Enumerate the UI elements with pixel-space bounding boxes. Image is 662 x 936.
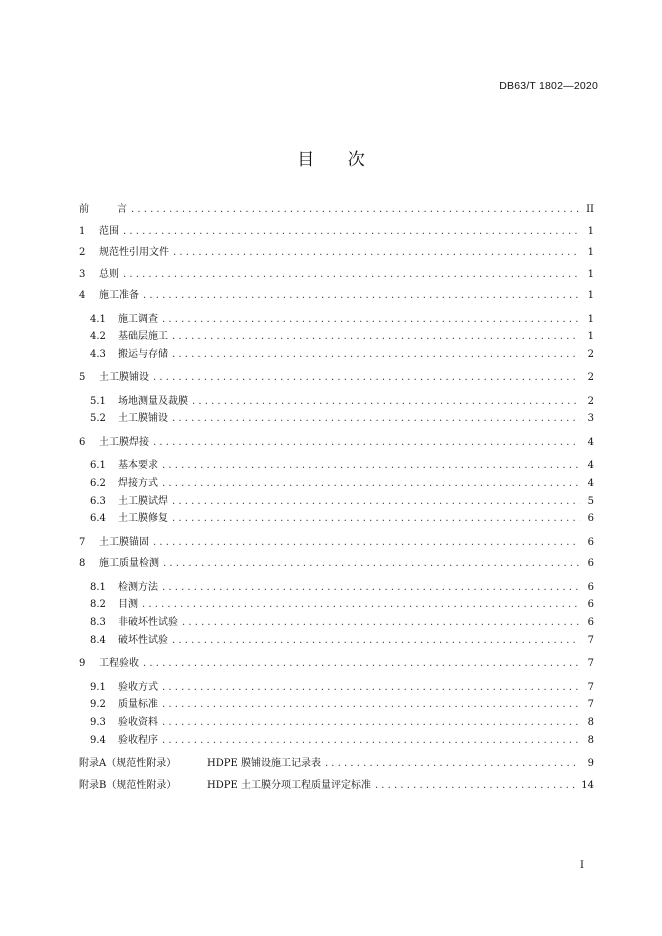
toc-leader-dots [143,653,580,675]
table-of-contents [79,199,594,796]
toc-leader-dots [153,532,580,554]
toc-entry-title: 规范性引用文件 [99,247,169,258]
toc-entry-number: 4.1 [90,313,106,325]
toc-entry-number: 5.2 [90,413,106,425]
toc-entry-number: 附录B（规范性附录） [79,779,177,791]
toc-entry-number: 5 [79,372,86,384]
toc-entry-page: 6 [587,599,594,611]
toc-leader-dots [172,493,580,511]
toc-entry-page: 7 [587,634,594,646]
toc-entry[interactable] [79,579,594,597]
toc-entry[interactable] [79,199,594,221]
toc-entry-title: 土工膜修复 [118,513,168,525]
toc-entry-page: 9 [587,758,594,770]
toc-leader-dots [172,346,580,364]
toc-entry[interactable] [79,753,594,775]
toc-entry[interactable] [79,510,594,528]
toc-entry[interactable] [79,696,594,714]
toc-entry-title: 土工膜焊接 [99,436,149,448]
toc-entry-title: 施工准备 [99,290,139,301]
toc-entry-title: 非破坏性试验 [118,617,178,629]
toc-entry[interactable] [79,632,594,650]
toc-entry[interactable] [79,553,594,575]
page-title: 目 次 [297,150,379,170]
toc-entry[interactable] [79,410,594,428]
toc-leader-dots [162,457,580,475]
toc-entry-page: 7 [587,699,594,711]
toc-entry-number: 9.2 [90,699,106,711]
toc-entry-title: 破坏性试验 [118,634,168,646]
toc-entry-number: 8.4 [90,634,106,646]
toc-entry-page: 1 [587,225,594,237]
toc-entry-number: 3 [79,268,86,280]
toc-entry-page: 3 [587,413,594,425]
toc-leader-dots [173,242,580,264]
toc-leader-dots [123,264,580,286]
toc-leader-dots [142,596,580,614]
toc-entry-page: 2 [587,348,594,360]
toc-leader-dots [375,775,577,797]
toc-entry[interactable] [79,393,594,411]
toc-entry-page: 6 [587,536,594,548]
toc-entry-page: II [586,204,594,215]
toc-entry-title: 基础层施工 [118,331,168,343]
toc-entry-title: 土工膜锚固 [99,536,149,548]
toc-entry-page: 2 [587,395,594,407]
toc-entry[interactable] [79,457,594,475]
toc-entry-number: 附录A（规范性附录） [79,758,177,770]
toc-entry-number: 6.1 [90,460,106,472]
toc-entry-page: 6 [587,581,594,593]
toc-entry[interactable] [79,285,594,307]
toc-entry-number: 8.1 [90,581,106,593]
toc-entry-page: 1 [587,313,594,325]
toc-entry-page: 1 [587,268,594,280]
toc-entry[interactable] [79,221,594,243]
toc-entry-page: 6 [587,513,594,525]
toc-entry-number: 2 [79,247,86,258]
page-number: I [580,860,584,871]
toc-entry-title: 焊接方式 [118,478,158,490]
toc-entry-number: 6.3 [90,495,106,507]
toc-entry-number: 8.3 [90,617,106,629]
toc-leader-dots [172,632,580,650]
toc-entry-title: 总则 [99,268,119,280]
toc-leader-dots [162,714,580,732]
toc-entry-number: 9 [79,658,86,670]
toc-entry-page: 1 [587,331,594,343]
toc-entry[interactable] [79,311,594,329]
toc-entry-page: 8 [587,734,594,746]
toc-entry-number: 8.2 [90,599,106,611]
toc-entry-number: 4.3 [90,348,106,360]
toc-entry-number: 8 [79,558,86,570]
toc-entry-page: 8 [587,716,594,728]
toc-entry-title: 检测方法 [118,581,158,593]
toc-entry-page: 6 [587,558,594,570]
toc-entry-page: 6 [587,617,594,629]
toc-entry-title: 土工膜铺设 [99,372,149,384]
toc-entry[interactable] [79,614,594,632]
toc-entry-number: 4 [79,290,86,301]
toc-entry-title: HDPE 膜铺设施工记录表 [207,758,321,770]
toc-entry-title: 搬运与存储 [118,348,168,360]
toc-leader-dots [153,432,580,454]
toc-entry-title: 质量标准 [118,699,158,711]
toc-entry-page: 7 [587,658,594,670]
toc-leader-dots [172,328,580,346]
toc-entry[interactable] [79,475,594,493]
toc-leader-dots [172,410,580,428]
toc-entry-page: 4 [587,436,594,448]
toc-leader-dots [143,285,580,307]
toc-leader-dots [131,199,580,221]
toc-entry-number: 6.4 [90,513,106,525]
toc-entry[interactable] [79,264,594,286]
toc-entry-title: 工程验收 [99,658,139,670]
toc-entry-page: 14 [581,779,594,791]
toc-entry-number: 6.2 [90,478,106,490]
toc-leader-dots [182,614,580,632]
toc-entry-title: 土工膜试焊 [118,495,168,507]
toc-leader-dots [162,696,580,714]
toc-leader-dots [162,311,580,329]
toc-entry-number: 6 [79,436,86,448]
toc-leader-dots [162,579,580,597]
toc-entry-number: 5.1 [90,395,106,407]
toc-leader-dots [162,679,580,697]
toc-entry-title: 施工调查 [118,313,158,325]
toc-entry[interactable] [79,242,594,264]
toc-entry-number: 4.2 [90,331,106,343]
toc-leader-dots [172,510,580,528]
toc-entry[interactable] [79,596,594,614]
toc-entry-page: 4 [587,478,594,490]
toc-entry-number: 9.4 [90,734,106,746]
toc-entry-title: 验收程序 [118,734,158,746]
toc-entry-title: 目测 [118,599,138,611]
toc-entry[interactable] [79,532,594,554]
toc-entry[interactable] [79,714,594,732]
toc-leader-dots [163,553,580,575]
toc-entry-title: 言 [117,204,127,215]
toc-entry-title: HDPE 土工膜分项工程质量评定标准 [207,779,371,791]
toc-entry-title: 验收方式 [118,681,158,693]
toc-entry[interactable] [79,679,594,697]
toc-entry-title: 土工膜铺设 [118,413,168,425]
toc-entry-title: 基本要求 [118,460,158,472]
document-code: DB63/T 1802—2020 [499,80,598,92]
toc-entry-page: 4 [587,460,594,472]
toc-entry-page: 7 [587,681,594,693]
toc-leader-dots [192,393,580,411]
toc-entry-page: 1 [587,290,594,301]
toc-entry-title: 场地测量及裁膜 [118,395,188,407]
toc-entry[interactable] [79,328,594,346]
toc-entry[interactable] [79,653,594,675]
toc-entry-number: 9.1 [90,681,106,693]
toc-entry-page: 2 [587,372,594,384]
toc-entry-number: 前 [79,204,89,215]
toc-entry-title: 施工质量检测 [99,558,159,570]
toc-entry-number: 9.3 [90,716,106,728]
toc-entry-number: 7 [79,536,86,548]
toc-leader-dots [162,732,580,750]
toc-leader-dots [123,221,580,243]
toc-leader-dots [153,367,580,389]
toc-entry-title: 验收资料 [118,716,158,728]
toc-entry-number: 1 [79,225,86,237]
toc-entry[interactable] [79,493,594,511]
toc-leader-dots [325,753,580,775]
toc-entry[interactable] [79,367,594,389]
toc-entry-page: 1 [587,247,594,258]
toc-entry[interactable] [79,432,594,454]
toc-entry[interactable] [79,346,594,364]
toc-entry[interactable] [79,775,594,797]
toc-entry-page: 5 [587,495,594,507]
toc-leader-dots [162,475,580,493]
toc-entry[interactable] [79,732,594,750]
toc-entry-title: 范围 [99,225,119,237]
